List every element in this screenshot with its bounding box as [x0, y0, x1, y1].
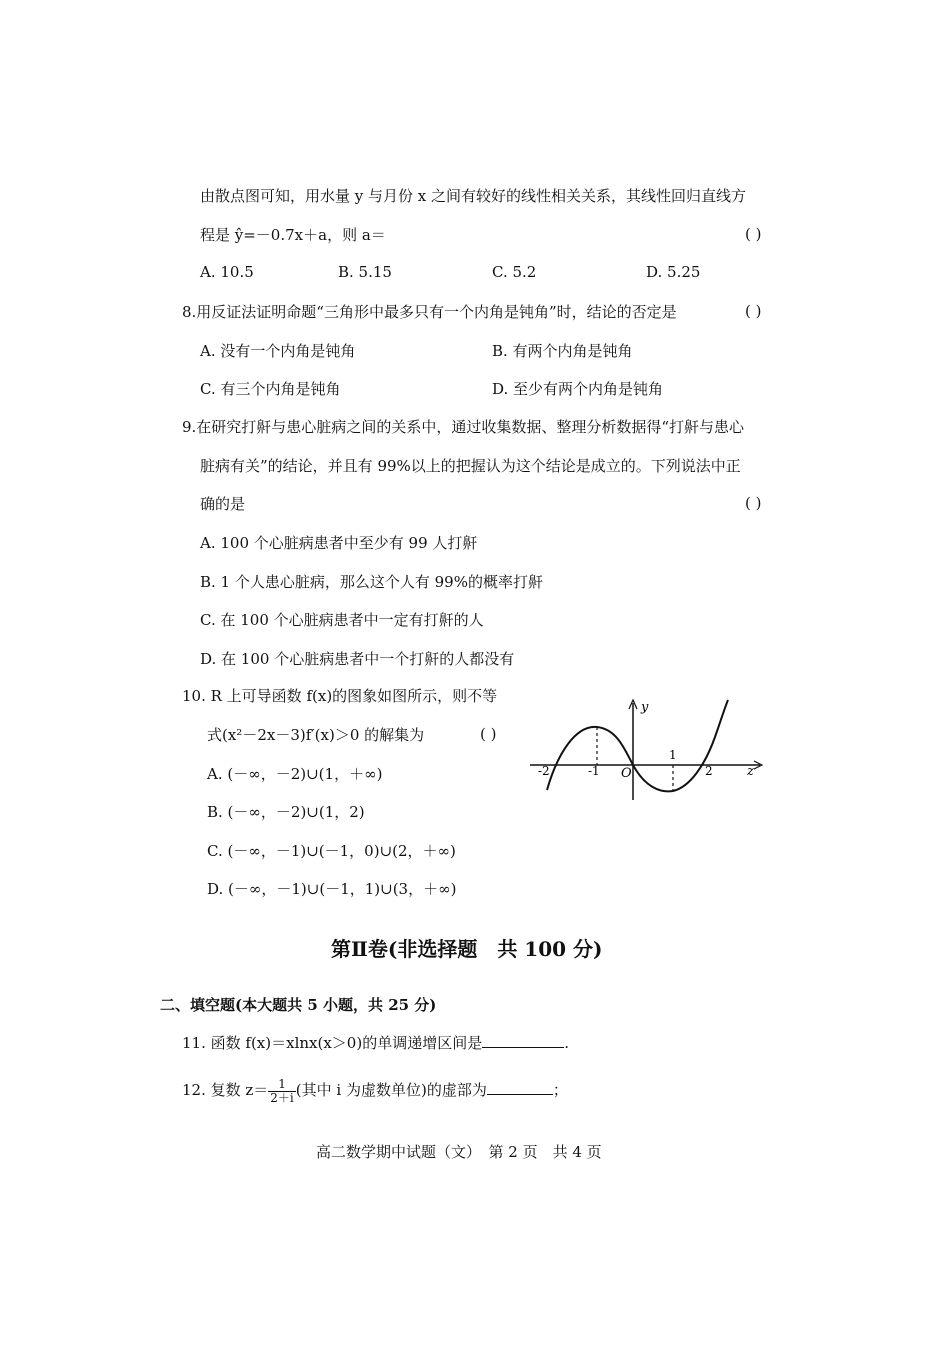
q12-end: ；: [552, 1081, 568, 1099]
q8-option-d: D. 至少有两个内角是钝角: [492, 380, 664, 398]
q8-option-a: A. 没有一个内角是钝角: [200, 342, 356, 360]
q11-text: 11. 函数 f(x)＝xlnx(x＞0)的单调递增区间是: [182, 1034, 483, 1052]
q10-function-graph: [525, 695, 770, 805]
q7-line2: 程是 ŷ=－0.7x＋a，则 a＝: [200, 226, 386, 244]
q9-option-b: B. 1 个人患心脏病，那么这个人有 99%的概率打鼾: [200, 573, 543, 591]
graph-x-label: z: [747, 764, 754, 779]
q9-option-a: A. 100 个心脏病患者中至少有 99 人打鼾: [200, 534, 478, 552]
q12-prefix: 12. 复数 z＝: [182, 1081, 269, 1099]
part2-title: 第Ⅱ卷(非选择题 共 100 分): [331, 937, 603, 961]
q10-option-c: C. (－∞，－1)∪(－1，0)∪(2，＋∞): [207, 842, 456, 860]
q10-option-b: B. (－∞，－2)∪(1，2): [207, 803, 365, 821]
q12-denominator: 2＋i: [270, 1090, 294, 1105]
q9-line2: 脏病有关”的结论，并且有 99%以上的把握认为这个结论是成立的。下列说法中正: [200, 457, 741, 475]
q10-line2: 式(x²－2x－3)f′(x)＞0 的解集为: [207, 726, 425, 744]
q8-answer-paren: ( ): [745, 302, 762, 320]
q8-option-c: C. 有三个内角是钝角: [200, 380, 341, 398]
q9-answer-paren: ( ): [745, 494, 762, 512]
q9-line1: 9.在研究打鼾与患心脏病之间的关系中，通过收集数据、整理分析数据得“打鼾与患心: [182, 418, 744, 436]
q8-stem: 8.用反证法证明命题“三角形中最多只有一个内角是钝角”时，结论的否定是: [182, 303, 677, 321]
q12-numerator: 1: [268, 1078, 295, 1092]
q7-option-a: A. 10.5: [200, 263, 254, 281]
q7-option-b: B. 5.15: [338, 263, 392, 281]
graph-tick-minus2: -2: [538, 764, 550, 778]
q11-line: [182, 1033, 569, 1053]
q12-line: [182, 1072, 568, 1108]
q9-option-c: C. 在 100 个心脏病患者中一定有打鼾的人: [200, 611, 484, 629]
q10-answer-paren: ( ): [480, 725, 497, 743]
q7-answer-paren: ( ): [745, 225, 762, 243]
q11-end: .: [564, 1034, 569, 1052]
q10-option-d: D. (－∞，－1)∪(－1，1)∪(3，＋∞): [207, 880, 457, 898]
graph-tick-1: 1: [669, 748, 677, 762]
graph-tick-2: 2: [705, 764, 713, 778]
graph-y-label: y: [641, 700, 649, 715]
q10-line1: 10. R 上可导函数 f(x)的图象如图所示，则不等: [182, 687, 498, 705]
q7-option-d: D. 5.25: [646, 263, 701, 281]
graph-tick-minus1: -1: [588, 764, 600, 778]
q11-answer-blank[interactable]: [482, 1033, 564, 1048]
section2-title: 二、填空题(本大题共 5 小题，共 25 分): [160, 996, 437, 1014]
graph-curve: [547, 700, 728, 791]
q12-fraction: [268, 1078, 295, 1105]
graph-origin-label: O: [621, 766, 632, 781]
q12-suffix: (其中 i 为虚数单位)的虚部为: [295, 1081, 487, 1099]
page-footer: 高二数学期中试题（文） 第 2 页 共 4 页: [316, 1143, 602, 1161]
q7-option-c: C. 5.2: [492, 263, 537, 281]
q9-option-d: D. 在 100 个心脏病患者中一个打鼾的人都没有: [200, 650, 515, 668]
q7-line1: 由散点图可知，用水量 y 与月份 x 之间有较好的线性相关关系，其线性回归直线方: [200, 187, 747, 205]
q9-line3: 确的是: [200, 495, 246, 513]
q12-answer-blank[interactable]: [487, 1080, 553, 1095]
q8-option-b: B. 有两个内角是钝角: [492, 342, 633, 360]
q10-option-a: A. (－∞，－2)∪(1，＋∞): [207, 765, 383, 783]
